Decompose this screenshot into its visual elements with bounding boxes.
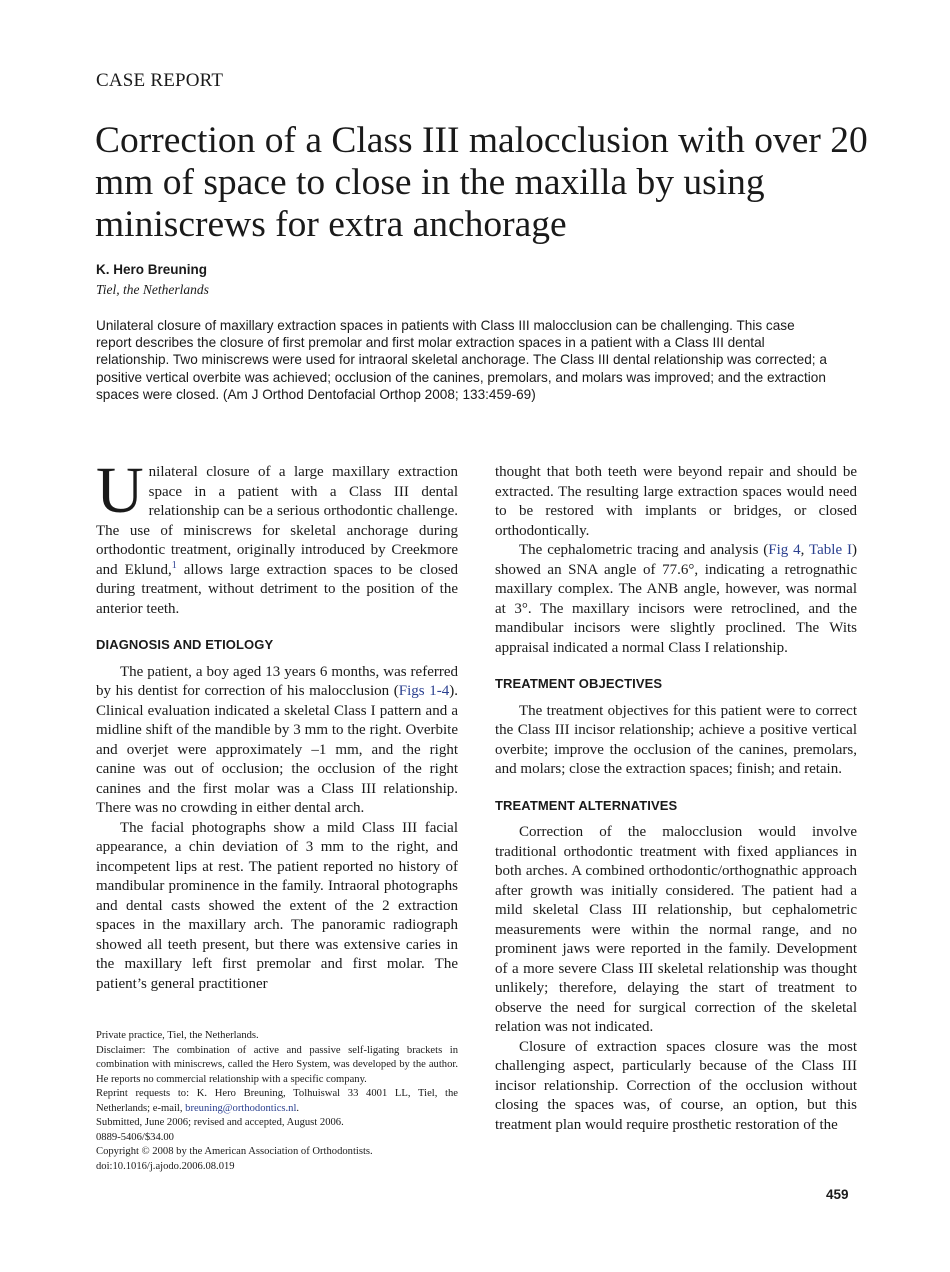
diagnosis-p1-text-a: The patient, a boy aged 13 years 6 months, was referred by his dentist for correction of his malocclusion ( [96, 663, 458, 699]
author-email-link[interactable]: breuning@orthodontics.nl [185, 1102, 297, 1114]
footnote-disclaimer: Disclaimer: The combination of active and passive self-ligating brackets in combination with miniscrews, called the Hero System, was developed by the author. He reports no commercial relationship with a specific company. [96, 1044, 458, 1085]
alternatives-paragraph-1: Correction of the malocclusion would involve traditional orthodontic treatment with fixed appliances in both arches. A combined orthodontic/orthognathic approach after growth was initially considered. The patient had a mild skeletal Class III relationship, but cephalometric measurements were within the normal range, and no prominent jaws were reported in the family. Development of a more severe Class III skeletal relationship was thought unlikely; therefore, delaying the start of treatment to observe the need for surgical correction of the skeletal relation was not indicated. [495, 824, 857, 1035]
footnote-practice: Private practice, Tiel, the Netherlands. [96, 1030, 259, 1041]
heading-diagnosis: DIAGNOSIS AND ETIOLOGY [96, 637, 274, 652]
diagnosis-paragraph-2: The facial photographs show a mild Class III facial appearance, a chin deviation of 3 mm to the right, and incompetent lips at rest. The patient reported no history of mandibular prominence in the family. Intraoral photographs and dental casts showed the extent of the 2 extraction spaces in the maxillary arch. The panoramic radiograph showed all teeth present, but there was extensive caries in the maxillary left first premolar and first molar. The patient’s general practitioner [96, 819, 458, 992]
diagnosis-p4-text-a: The cephalometric tracing and analysis ( [519, 542, 769, 558]
footnote-reprint-end: . [296, 1102, 300, 1114]
objectives-paragraph: The treatment objectives for this patient were to correct the Class III incisor relationship; achieve a positive vertical overbite; improve the occlusion of the canines, premolars, and molars; close the extraction spaces; finish; and retain. [495, 702, 857, 777]
footnote-reprint-text: Reprint requests to: K. Hero Breuning, Tolhuiswal 33 4001 LL, Tiel, the Netherlands; e-mail, [96, 1088, 458, 1114]
table-1-link[interactable]: Table I [809, 542, 852, 558]
heading-alternatives: TREATMENT ALTERNATIVES [495, 797, 678, 813]
abstract: Unilateral closure of maxillary extraction spaces in patients with Class III malocclusion can be challenging. This case report describes the closure of first premolar and first molar extraction spaces in a patient with a Class III dental relationship. Two miniscrews were used for intraoral skeletal anchorage. The Class III dental relationship was corrected; a positive vertical overbite was achieved; occlusion of the canines, premolars, and molars was improved; and the extraction spaces were closed. (Am J Orthod Dentofacial Orthop 2008; 133:459-69) [96, 318, 827, 402]
article-title: Correction of a Class III malocclusion with over 20 mm of space to close in the maxilla by using miniscrews for extra anchorage [95, 120, 868, 245]
diagnosis-paragraph-1 [96, 663, 458, 819]
author-affiliation: Tiel, the Netherlands [96, 282, 209, 297]
right-column [495, 463, 857, 1135]
fig-4-link[interactable]: Fig 4 [768, 542, 801, 558]
footnote-doi: doi:10.1016/j.ajodo.2006.08.019 [96, 1160, 235, 1172]
diagnosis-paragraph-4 [495, 541, 857, 658]
footnotes [96, 1029, 458, 1174]
intro-text-a: nilateral closure of a large maxillary extraction space in a patient with a Class III dental relationship can be a serious orthodontic challenge. The use of miniscrews for skeletal anchorage during orthodontic treatment, originally introduced by Creekmore and Eklund, [96, 464, 458, 578]
page-number: 459 [826, 1187, 849, 1202]
author-name: K. Hero Breuning [96, 262, 208, 277]
footnote-issn: 0889-5406/$34.00 [96, 1131, 174, 1143]
heading-objectives: TREATMENT OBJECTIVES [495, 676, 663, 691]
diagnosis-p1-text-b: ). Clinical evaluation indicated a skeletal Class I pattern and a midline shift of the mandible by 3 mm to the right. Overbite and overjet were approximately –1 mm, and the right canine was out of occlusion; the occlusion of the right canines and the first molar was a Class III relationship. There was no crowding in either dental arch. [96, 683, 458, 816]
footnote-reprint [96, 1087, 458, 1116]
diagnosis-p4-separator: , [800, 542, 810, 558]
intro-text-b: allows large extraction spaces to be closed during treatment, without detriment to the position of the anterior teeth. [96, 561, 458, 617]
drop-cap: U [96, 454, 144, 527]
intro-paragraph [96, 454, 458, 619]
diagnosis-p4-text-b: ) showed an SNA angle of 77.6°, indicating a retrognathic maxillary complex. The ANB angle, however, was normal at 3°. The maxillary incisors were retroclined, and the mandibular incisors were slightly proclined. The Wits appraisal indicated a normal Class I relationship. [495, 542, 857, 656]
left-column [96, 454, 458, 994]
footnote-submitted: Submitted, June 2006; revised and accepted, August 2006. [96, 1117, 344, 1128]
footnote-copyright: Copyright © 2008 by the American Association of Orthodontists. [96, 1146, 373, 1157]
reference-1-link[interactable]: 1 [171, 559, 177, 571]
section-label: CASE REPORT [96, 70, 224, 91]
alternatives-paragraph-2: Closure of extraction spaces closure was the most challenging aspect, particularly because of the Class III incisor relationship. Correction of the occlusion without closing the spaces was, of course, an option, but this treatment plan would require prosthetic restoration of the [495, 1038, 857, 1133]
diagnosis-paragraph-3: thought that both teeth were beyond repair and should be extracted. The resulting large extraction spaces would need to be restored with implants or bridges, or closed orthodontically. [495, 464, 857, 539]
figs-1-4-link[interactable]: Figs 1-4 [398, 683, 450, 699]
